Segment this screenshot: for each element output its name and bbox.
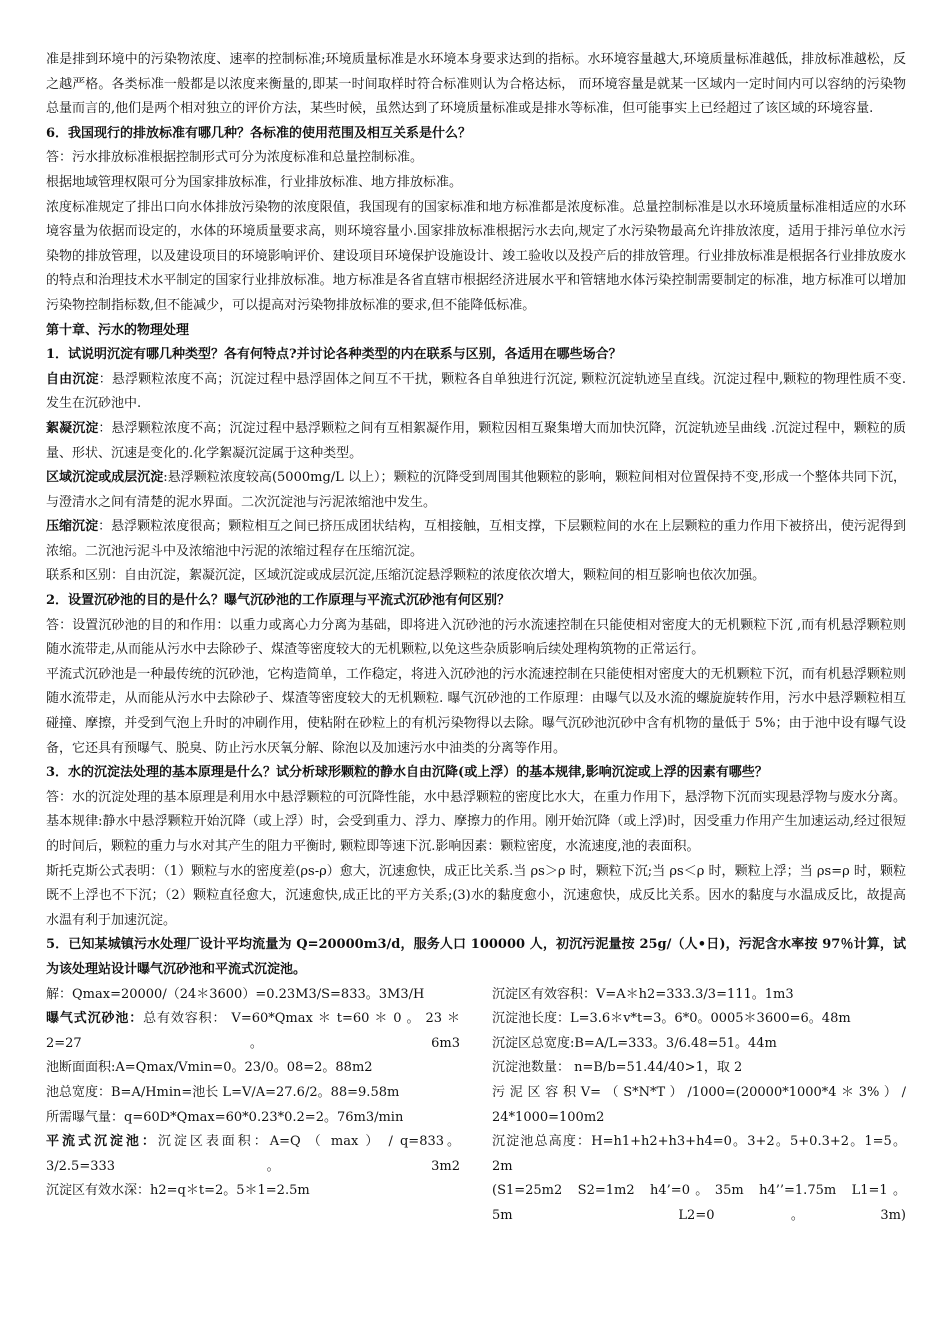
q5-left-column (46, 983, 460, 1229)
q1-zone-settling (46, 466, 906, 515)
q5-right-line-7: (S1=25m2 S2=1m2 h4’=0 。 35m h4’’=1.75m L1=1 。 5m L2=0。3m) (492, 1183, 906, 1223)
q6-answer-3: 浓度标准规定了排出口向水体排放污染物的浓度限值，我国现有的国家标准和地方标准都是浓度标准。总量控制标准是以水环境质量标准相适应的水环境容量为依据而设定的，水体的环境质量要求高，则环境容量小.国家排放标准根据污水去向,规定了水污染物最高允许排放浓度，适用于排污单位水污染物的排放管理，以及建设项目的环境影响评价、建设项目环境保护设施设计、竣工验收以及投产后的排放管理。行业排放标准是根据各行业排放废水的特点和治理技术水平制定的国家行业排放标准。地方标准是各省直辖市根据经济进展水平和管辖地水体污染控制需要制定的标准，地方标准可以增加污染物控制指标数,但不能减少，可以提高对污染物排放标准的要求,但不能降低标准。 (46, 199, 906, 313)
q5-right-line-6: 沉淀池总高度：H=h1+h2+h3+h4=0。3+2。5+0.3+2。1=5。2m (492, 1134, 906, 1174)
q5-left-line-5: 所需曝气量：q=60D*Qmax=60*0.23*0.2=2。76m3/min (46, 1109, 404, 1125)
q1-compression-settling (46, 515, 906, 564)
free-settling-text: ：悬浮颗粒浓度不高；沉淀过程中悬浮固体之间互不干扰，颗粒各自单独进行沉淀, 颗粒沉淀轨迹呈直线。沉淀过程中,颗粒的物理性质不变.发生在沉砂池中. (46, 371, 906, 412)
q5-left-line-4: 池总宽度：B=A/Hmin=池长 L=V/A=27.6/2。88=9.58m (46, 1084, 400, 1100)
q5-right-line-5: 污 泥 区 容 积 V= （ S*N*T ） /1000=(20000*1000*4 ＊ 3% ） / 24*1000=100m2 (492, 1084, 906, 1125)
intro-paragraph: 准是排到环境中的污染物浓度、速率的控制标准;环境质量标准是水环境本身要求达到的指标。水环境容量越大,环境质量标准越低，排放标准越松，反之越严格。各类标准一般都是以浓度来衡量的,即某一时间取样时符合标准则认为合格达标， 而环境容量是就某一区域内一定时间内可以容纳的污染物总量而言的,他们是两个相对独立的评价方法，某些时候，虽然达到了环境质量标准或是排水等标准，但可能事实上已经超过了该区域的环境容量. (46, 52, 907, 117)
q3-title: 3．水的沉淀法处理的基本原理是什么？试分析球形颗粒的静水自由沉降(或上浮）的基本规律,影响沉淀或上浮的因素有哪些？ (46, 765, 768, 781)
floc-settling-term: 絮凝沉淀 (46, 420, 99, 436)
q5-left-line-7: 沉淀区有效水深：h2=q＊t=2。5＊1=2.5m (46, 1183, 310, 1199)
q3-answer-2: 斯托克斯公式表明：（1）颗粒与水的密度差(ρs-ρ）愈大，沉速愈快，成正比关系.当 ρs＞ρ 时，颗粒下沉;当 ρs＜ρ 时，颗粒上浮；当 ρs=ρ 时，颗粒既不上浮也不下沉；（2）颗粒直径愈大，沉速愈快,成正比的平方关系;(3)水的黏度愈小，沉速愈快，成反比关系。因水的黏度与水温成反比，故提高水温有利于加速沉淀。 (46, 863, 906, 928)
compression-settling-term: 压缩沉淀 (46, 519, 99, 535)
q5-right-column (492, 983, 906, 1229)
q5-left-line-1: 解：Qmax=20000/（24＊3600）=0.23M3/S=833。3M3/H (46, 986, 425, 1002)
aerated-grit-term: 曝气式沉砂池： (46, 1011, 144, 1027)
compression-settling-text: ：悬浮颗粒浓度很高；颗粒相互之间已挤压成团状结构，互相接触，互相支撑，下层颗粒间的水在上层颗粒的重力作用下被挤出，使污泥得到浓缩。二沉池污泥斗中及浓缩池中污泥的浓缩过程存在压缩沉淀。 (46, 519, 906, 559)
floc-settling-text: ：悬浮颗粒浓度不高；沉淀过程中悬浮颗粒之间有互相絮凝作用，颗粒因相互聚集增大而加快沉降，沉淀轨迹呈曲线 .沉淀过程中，颗粒的质量、形状、沉速是变化的.化学絮凝沉淀属于这种类型。 (46, 420, 906, 461)
q2-answer-1: 答：设置沉砂池的目的和作用：以重力或离心力分离为基础，即将进入沉砂池的污水流速控制在只能使相对密度大的无机颗粒下沉 ,而有机悬浮颗粒则随水流带走,从而能从污水中去除砂子、煤渣等密度较大的无机颗粒,以免这些杂质影响后续处理构筑物的正常运行。 (46, 617, 906, 658)
q2-title: 2．设置沉砂池的目的是什么？曝气沉砂池的工作原理与平流式沉砂池有何区别？ (46, 593, 511, 609)
q5-horizontal-settling-tank (46, 1130, 460, 1179)
chapter-heading: 第十章、污水的物理处理 (46, 322, 190, 338)
zone-settling-text: :悬浮颗粒浓度较高(5000mg/L 以上）；颗粒的沉降受到周围其他颗粒的影响，颗粒间相对位置保持不变,形成一个整体共同下沉，与澄清水之间有清楚的泥水界面。二次沉淀池与污泥浓缩池中发生。 (46, 470, 906, 510)
q1-title: 1．试说明沉淀有哪几种类型？各有何特点?并讨论各种类型的内在联系与区别，各适用在哪些场合？ (46, 347, 622, 363)
q1-floc-settling (46, 417, 906, 466)
zone-settling-term: 区域沉淀或成层沉淀 (46, 470, 164, 486)
q5-left-line-3: 池断面面积:A=Qmax/Vmin=0。23/0。08=2。88m2 (46, 1060, 373, 1076)
q5-right-line-2: 沉淀池长度：L=3.6＊v*t=3。6*0。0005＊3600=6。48m (492, 1011, 851, 1027)
horizontal-tank-text: 沉淀区表面积：A=Q （ max ） / q=833。3/2.5=333。3m2 (46, 1134, 460, 1174)
q5-right-line-1: 沉淀区有效容积：V=A＊h2=333.3/3=111。1m3 (492, 986, 794, 1002)
q6-title: 6．我国现行的排放标准有哪几种？各标准的使用范围及相互关系是什么？ (46, 125, 472, 141)
horizontal-tank-term: 平流式沉淀池： (46, 1134, 158, 1150)
q5-right-line-4: 沉淀池数量： n=B/b=51.44/40>1，取 2 (492, 1060, 743, 1076)
q5-right-line-3: 沉淀区总宽度:B=A/L=333。3/6.48=51。44m (492, 1035, 777, 1051)
free-settling-term: 自由沉淀 (46, 371, 99, 387)
q1-relation: 联系和区别：自由沉淀，絮凝沉淀，区域沉淀或成层沉淀,压缩沉淀悬浮颗粒的浓度依次增大，颗粒间的相互影响也依次加强。 (46, 568, 766, 584)
q5-aerated-grit-chamber (46, 1007, 460, 1056)
q5-title: 5．已知某城镇污水处理厂设计平均流量为 Q=20000m3/d，服务人口 100000 人，初沉污泥量按 25g/（人•日)，污泥含水率按 97％计算，试为该处理站设计曝气沉砂池和平流式沉淀池。 (46, 937, 906, 977)
q5-solution-columns (46, 983, 906, 1229)
q6-answer-1: 答：污水排放标准根据控制形式可分为浓度标准和总量控制标准。 (46, 150, 424, 166)
q3-answer-1: 答：水的沉淀处理的基本原理是利用水中悬浮颗粒的可沉降性能，水中悬浮颗粒的密度比水大，在重力作用下，悬浮物下沉而实现悬浮物与废水分离。基本规律:静水中悬浮颗粒开始沉降（或上浮）时，会受到重力、浮力、摩擦力的作用。刚开始沉降（或上浮)时，因受重力作用产生加速运动,经过很短的时间后，颗粒的重力与水对其产生的阻力平衡时, 颗粒即等速下沉.影响因素：颗粒密度，水流速度,池的表面积。 (46, 789, 906, 854)
aerated-grit-text: 总有效容积： V=60*Qmax ＊ t=60 ＊ 0 。 23 ＊ 2=27。6m3 (46, 1011, 460, 1051)
q1-free-settling (46, 368, 906, 417)
q2-answer-2: 平流式沉砂池是一种最传统的沉砂池，它构造简单，工作稳定，将进入沉砂池的污水流速控制在只能使相对密度大的无机颗粒下沉，而有机悬浮颗粒则随水流带走，从而能从污水中去除砂子、煤渣等密度较大的无机颗粒. 曝气沉砂池的工作原理：由曝气以及水流的螺旋旋转作用，污水中悬浮颗粒相互碰撞、摩擦，并受到气泡上升时的冲刷作用，使粘附在砂粒上的有机污染物得以去除。曝气沉砂池沉砂中含有机物的量低于 5%；由于池中设有曝气设备，它还具有预曝气、脱臭、防止污水厌氧分解、除泡以及加速污水中油类的分离等作用。 (46, 666, 906, 756)
q6-answer-2: 根据地域管理权限可分为国家排放标准，行业排放标准、地方排放标准。 (46, 174, 463, 190)
